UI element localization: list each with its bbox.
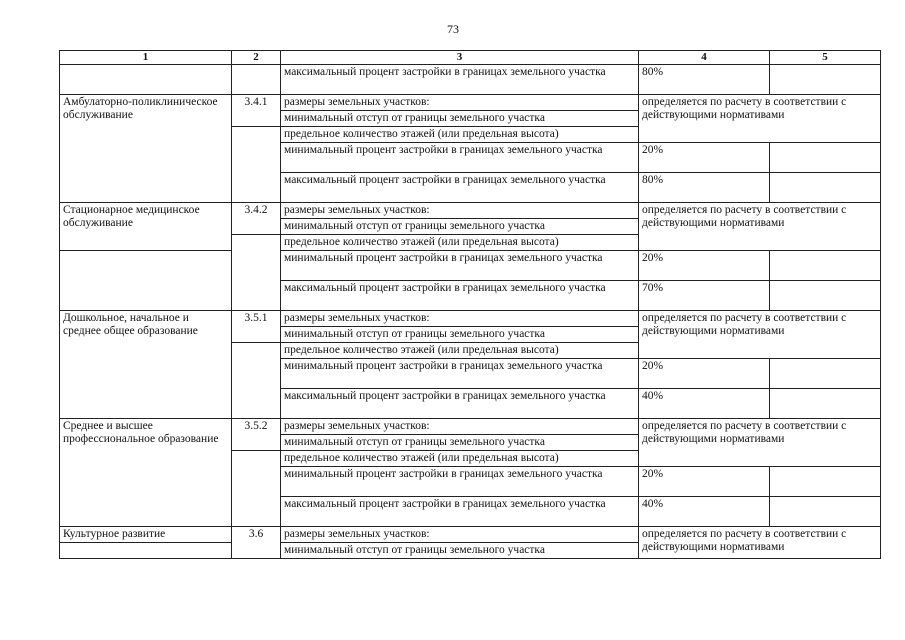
parameter-min-percent: минимальный процент застройки в границах земельного участка — [281, 143, 639, 173]
value-cell: 20% — [639, 251, 770, 281]
code-cell — [232, 343, 281, 419]
code-cell: 3.5.1 — [232, 311, 281, 343]
parameter-size: размеры земельных участков: — [281, 527, 639, 543]
column-header-1: 1 — [60, 51, 232, 65]
parameter-offset: минимальный отступ от границы земельного участка — [281, 435, 639, 451]
parameter-floors: предельное количество этажей (или предельная высота) — [281, 343, 639, 359]
parameter-offset: минимальный отступ от границы земельного участка — [281, 327, 639, 343]
parameter-floors: предельное количество этажей (или предельная высота) — [281, 235, 639, 251]
use-type-cell — [60, 65, 232, 95]
parameter-size: размеры земельных участков: — [281, 95, 639, 111]
use-type-cell: Дошкольное, начальное и среднее общее образование — [60, 311, 232, 419]
normative-cell: определяется по расчету в соответствии с действующими нормативами — [639, 527, 881, 559]
code-cell — [232, 451, 281, 527]
parameter-max-percent: максимальный процент застройки в границах земельного участка — [281, 173, 639, 203]
column-5-cell — [770, 251, 881, 281]
use-type-cell: Стационарное медицинское обслуживание — [60, 203, 232, 251]
parameter-offset: минимальный отступ от границы земельного участка — [281, 219, 639, 235]
use-type-cell — [60, 251, 232, 311]
parameter-offset: минимальный отступ от границы земельного участка — [281, 543, 639, 559]
value-cell: 40% — [639, 389, 770, 419]
value-cell: 20% — [639, 359, 770, 389]
table-row — [60, 203, 881, 219]
parameter-size: размеры земельных участков: — [281, 311, 639, 327]
column-5-cell — [770, 65, 881, 95]
table-row — [60, 419, 881, 435]
code-cell: 3.6 — [232, 527, 281, 559]
code-cell: 3.5.2 — [232, 419, 281, 451]
column-header-4: 4 — [639, 51, 770, 65]
parameter-size: размеры земельных участков: — [281, 419, 639, 435]
column-5-cell — [770, 359, 881, 389]
parameter-max-percent: максимальный процент застройки в границах земельного участка — [281, 389, 639, 419]
code-cell — [232, 235, 281, 311]
column-5-cell — [770, 389, 881, 419]
parameter-min-percent: минимальный процент застройки в границах земельного участка — [281, 359, 639, 389]
column-5-cell — [770, 281, 881, 311]
parameter-floors: предельное количество этажей (или предельная высота) — [281, 451, 639, 467]
parameter-size: размеры земельных участков: — [281, 203, 639, 219]
table-row — [60, 95, 881, 111]
parameter-min-percent: минимальный процент застройки в границах земельного участка — [281, 251, 639, 281]
column-5-cell — [770, 143, 881, 173]
parameter-max-percent: максимальный процент застройки в границах земельного участка — [281, 281, 639, 311]
parameter-floors: предельное количество этажей (или предельная высота) — [281, 127, 639, 143]
parameter-offset: минимальный отступ от границы земельного участка — [281, 111, 639, 127]
table-row — [60, 527, 881, 543]
header-row — [60, 51, 881, 65]
parameter-max-percent: максимальный процент застройки в границах земельного участка — [281, 497, 639, 527]
code-cell — [232, 127, 281, 203]
value-cell: 40% — [639, 497, 770, 527]
value-cell: 20% — [639, 143, 770, 173]
value-cell: 80% — [639, 65, 770, 95]
use-type-cell — [60, 543, 232, 559]
column-5-cell — [770, 173, 881, 203]
land-use-parameters-table — [59, 50, 881, 559]
column-5-cell — [770, 467, 881, 497]
table-row — [60, 143, 881, 173]
use-type-cell — [60, 143, 232, 203]
code-cell: 3.4.1 — [232, 95, 281, 127]
normative-cell: определяется по расчету в соответствии с действующими нормативами — [639, 419, 881, 467]
use-type-cell: Среднее и высшее профессиональное образование — [60, 419, 232, 527]
use-type-cell: Амбулаторно-поликлиническое обслуживание — [60, 95, 232, 143]
table-row — [60, 251, 881, 281]
normative-cell: определяется по расчету в соответствии с действующими нормативами — [639, 311, 881, 359]
column-5-cell — [770, 497, 881, 527]
code-cell: 3.4.2 — [232, 203, 281, 235]
normative-cell: определяется по расчету в соответствии с действующими нормативами — [639, 95, 881, 143]
column-header-2: 2 — [232, 51, 281, 65]
code-cell — [232, 65, 281, 95]
column-header-5: 5 — [770, 51, 881, 65]
table-row — [60, 311, 881, 327]
normative-cell: определяется по расчету в соответствии с действующими нормативами — [639, 203, 881, 251]
page-number: 73 — [447, 22, 459, 36]
column-header-3: 3 — [281, 51, 639, 65]
parameter-max-percent: максимальный процент застройки в границах земельного участка — [281, 65, 639, 95]
value-cell: 20% — [639, 467, 770, 497]
parameter-min-percent: минимальный процент застройки в границах земельного участка — [281, 467, 639, 497]
value-cell: 70% — [639, 281, 770, 311]
table-row — [60, 65, 881, 95]
value-cell: 80% — [639, 173, 770, 203]
use-type-cell: Культурное развитие — [60, 527, 232, 543]
